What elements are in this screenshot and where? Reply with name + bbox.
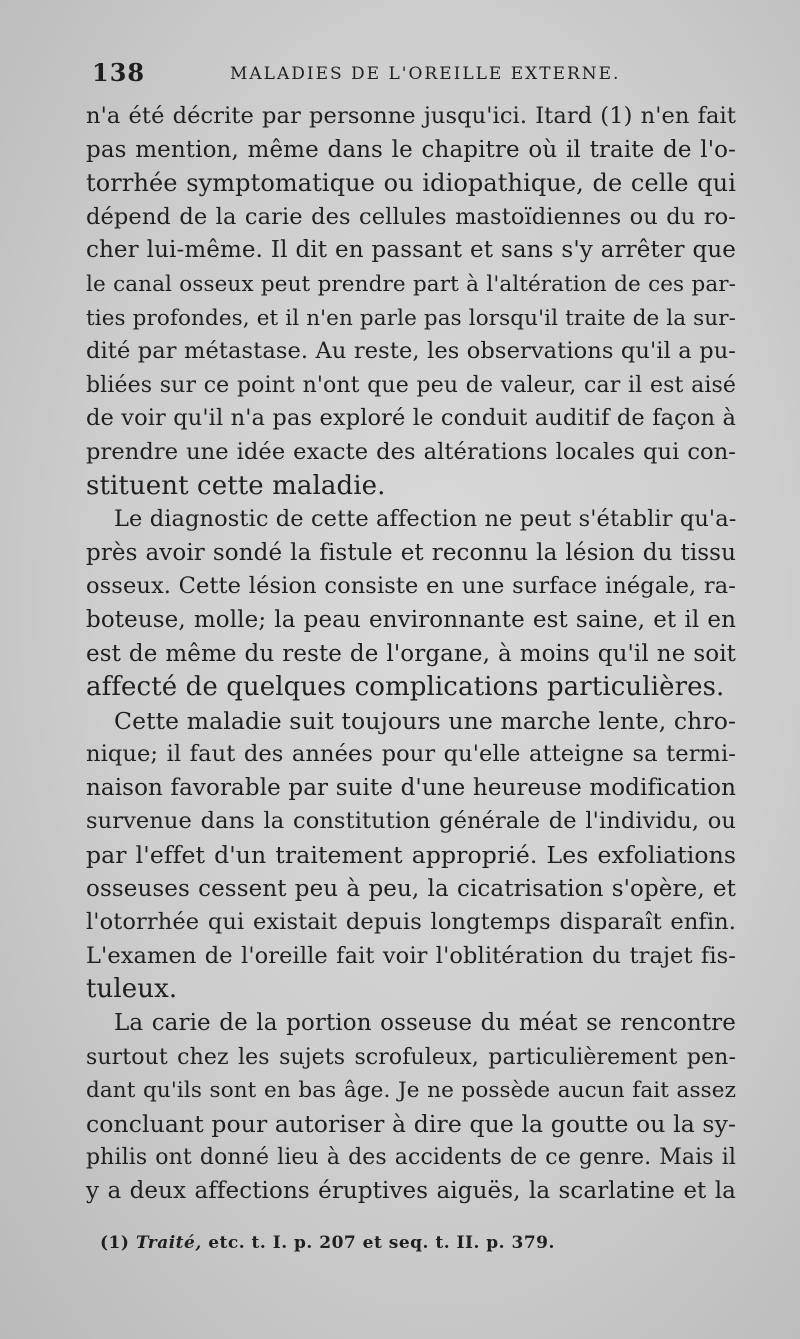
text-line: philis ont donné lieu à des accidents de ce genre. Mais il [86,1145,736,1171]
text-line: tuleux. [86,974,178,1005]
text-line: prendre une idée exacte des altérations locales qui con- [86,438,736,465]
running-title: MALADIES DE L'OREILLE EXTERNE. [230,64,621,84]
text-line: surtout chez les sujets scrofuleux, particulièrement pen- [86,1044,736,1070]
footnote-title: Traité, [135,1233,202,1253]
text-line: osseuses cessent peu à peu, la cicatrisation s'opère, et [86,875,736,902]
paragraph-2 [86,503,736,705]
text-line: concluant pour autoriser à dire que la goutte ou la sy- [86,1109,736,1138]
footnote [100,1233,700,1253]
text-line: osseux. Cette lésion consiste en une surface inégale, ra- [86,573,736,600]
paragraph-3 [86,705,736,1007]
text-line: affecté de quelques complications particulières. [86,672,725,703]
body-text [86,100,736,1209]
text-line: dant qu'ils sont en bas âge. Je ne possède aucun fait assez [86,1078,736,1104]
text-line: Le diagnostic de cette affection ne peut s'établir qu'a- [114,506,737,533]
text-line: Cette maladie suit toujours une marche lente, chro- [114,706,737,735]
text-line: L'examen de l'oreille fait voir l'oblitération du trajet fis- [86,942,736,969]
text-line: y a deux affections éruptives aiguës, la scarlatine et la [86,1178,736,1204]
page-header [92,58,732,92]
text-line: de voir qu'il n'a pas exploré le conduit auditif de façon à [86,405,736,432]
footnote-reference: etc. t. I. p. 207 et seq. t. II. p. 379. [208,1233,555,1253]
text-line: pas mention, même dans le chapitre où il traite de l'o- [86,136,736,163]
text-line: torrhée symptomatique ou idiopathique, de celle qui [86,169,736,198]
paragraph-4 [86,1007,736,1209]
text-line: est de même du reste de l'organe, à moins qu'il ne soit [86,640,736,667]
text-line: l'otorrhée qui existait depuis longtemps disparaît enfin. [86,909,736,936]
text-line: naison favorable par suite d'une heureuse modification [86,774,736,801]
text-line: La carie de la portion osseuse du méat se rencontre [114,1010,736,1037]
text-line: dité par métastase. Au reste, les observations qu'il a pu- [86,338,736,365]
text-line: nique; il faut des années pour qu'elle atteigne sa termi- [86,741,736,768]
text-line: survenue dans la constitution générale de l'individu, ou [86,808,736,835]
text-line: stituent cette maladie. [86,470,386,501]
text-line: près avoir sondé la fistule et reconnu la lésion du tissu [86,539,736,566]
text-line: le canal osseux peut prendre part à l'altération de ces par- [86,271,736,297]
text-line: ties profondes, et il n'en parle pas lorsqu'il traite de la sur- [86,305,736,331]
paragraph-1 [86,100,736,503]
text-line: cher lui-même. Il dit en passant et sans s'y arrêter que [86,237,736,264]
text-line: bliées sur ce point n'ont que peu de valeur, car il est aisé [86,372,736,398]
text-line: dépend de la carie des cellules mastoïdiennes ou du ro- [86,203,736,230]
text-line: par l'effet d'un traitement approprié. Les exfoliations [86,841,736,870]
footnote-marker: (1) [100,1233,130,1253]
page-number: 138 [92,58,146,87]
text-line: boteuse, molle; la peau environnante est saine, et il en [86,606,736,633]
text-line: n'a été décrite par personne jusqu'ici. Itard (1) n'en fait [86,103,736,129]
